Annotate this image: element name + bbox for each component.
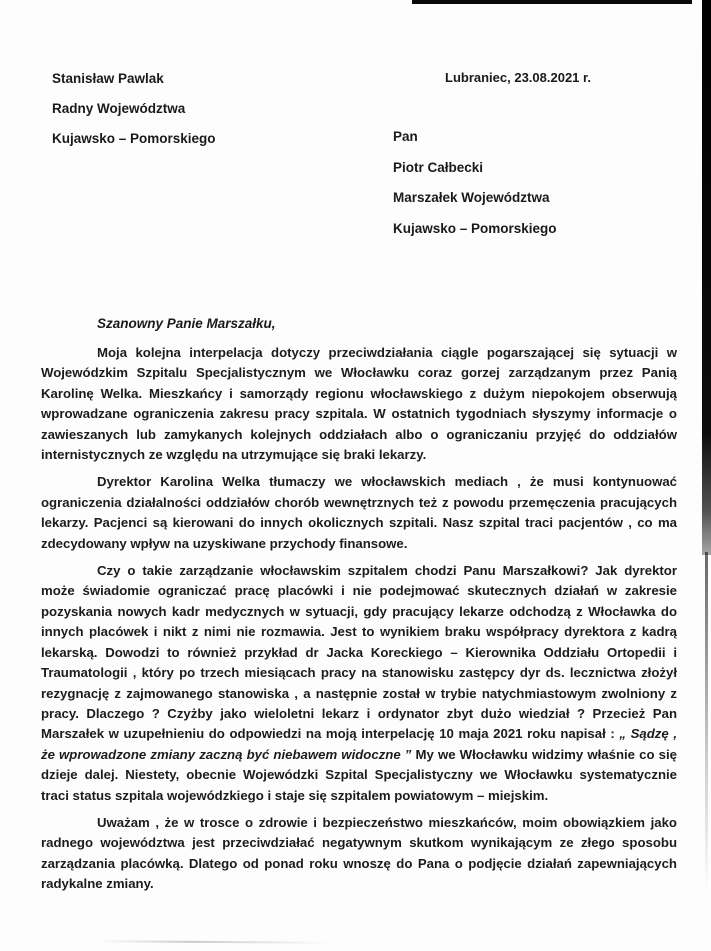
sender-block: [52, 72, 216, 162]
place-and-date-line: Lubraniec, 23.08.2021 r.: [445, 70, 591, 85]
salutation: Szanowny Panie Marszałku,: [97, 316, 276, 331]
sender-role-line-2: Kujawsko – Pomorskiego: [52, 131, 216, 146]
recipient-name: Piotr Całbecki: [393, 159, 484, 175]
paragraph-4: Uważam , że w trosce o zdrowie i bezpieczeństwo mieszkańców, moim obowiązkiem jako radnego województwa jest przeciwdziałać negatywnym skutkom wynikającym ze złego sposobu zarządzania placówką. Dlatego od ponad roku wnoszę do Pana o podjęcie działań zapewniających radykalne zmiany.: [41, 814, 677, 892]
recipient-honorific: Pan: [393, 129, 418, 144]
paragraph-3-text-after-quote: My we Włocławku widzimy właśnie co się dzieje dalej. Niestety, obecnie Wojewódzki Szpital Specjalistyczny we Włocławku systematycznie traci status szpitala wojewódzkiego i staje się szpitalem powiatowym – miejskim.: [41, 746, 677, 803]
recipient-block: [393, 130, 557, 252]
paragraph-3: [41, 561, 677, 806]
quoted-marshal-reply: „ Sądzę , że wprowadzone zmiany zaczną być niebawem widoczne ”: [41, 726, 677, 762]
scan-edge-artifact-top: [412, 0, 692, 4]
recipient-title-line-2: Kujawsko – Pomorskiego: [393, 220, 557, 236]
sender-name: Stanisław Pawlak: [52, 71, 164, 86]
letter-body: [41, 314, 677, 902]
recipient-title-line-1: Marszałek Województwa: [393, 190, 550, 205]
scan-artifact-bottom-streak: [96, 940, 331, 944]
paragraph-2: Dyrektor Karolina Welka tłumaczy we włocławskich mediach , że musi kontynuować ograniczenia działalności oddziałów chorób wewnętrznych też z powodu przemęczenia pracujących lekarzy. Pacjenci są kierowani do innych okolicznych szpitali. Nasz szpital traci pacjentów , co ma zdecydowany wpływ na uzyskiwane przychody finansowe.: [41, 474, 677, 551]
scan-edge-artifact-right-tail: [705, 552, 708, 892]
scan-edge-artifact-right: [702, 0, 711, 555]
paragraph-1: Moja kolejna interpelacja dotyczy przeciwdziałania ciągle pogarszającej się sytuacji w Wojewódzkim Szpitalu Specjalistycznym we Włocławku coraz gorzej zarządzanym przez Panią Karolinę Welka. Mieszkańcy i samorządy regionu włocławskiego z dużym niepokojem obserwują wprowadzane ograniczenia zakresu pracy szpitala. W ostatnich tygodniach słyszymy informacje o zawieszanych lub zamykanych kolejnych oddziałach albo o ograniczaniu przyjęć do oddziałów internistycznych ze względu na utrzymujące się braki lekarzy.: [41, 345, 677, 463]
sender-role-line-1: Radny Województwa: [52, 101, 186, 116]
paragraph-3-text-before-quote: Czy o takie zarządzanie włocławskim szpitalem chodzi Panu Marszałkowi? Jak dyrektor może świadomie ograniczać pracę placówki i nie podejmować skutecznych działań w zakresie pozyskania nowych kadr medycznych w sytuacji, gdy pracujący lekarze odchodzą z Włocławka do innych placówek i nikt z nimi nie rozmawia. Jest to wynikiem braku współpracy dyrektora z kadrą lekarską. Dowodzi to również przykład dr Jacka Koreckiego – Kierownika Oddziału Ortopedii i Traumatologii , który po trzech miesiącach pracy na stanowisku zastępcy dyr ds. lecznictwa złożył rezygnację z zajmowanego stanowiska , a następnie został w trybie natychmiastowym zwolniony z pracy. Dlaczego ? Czyżby jako wieloletni lekarz i ordynator zbyt dużo wiedział ? Przecież Pan Marszałek w uzupełnieniu do odpowiedzi na moją interpelację 10 maja 2021 roku napisał :: [41, 563, 677, 742]
